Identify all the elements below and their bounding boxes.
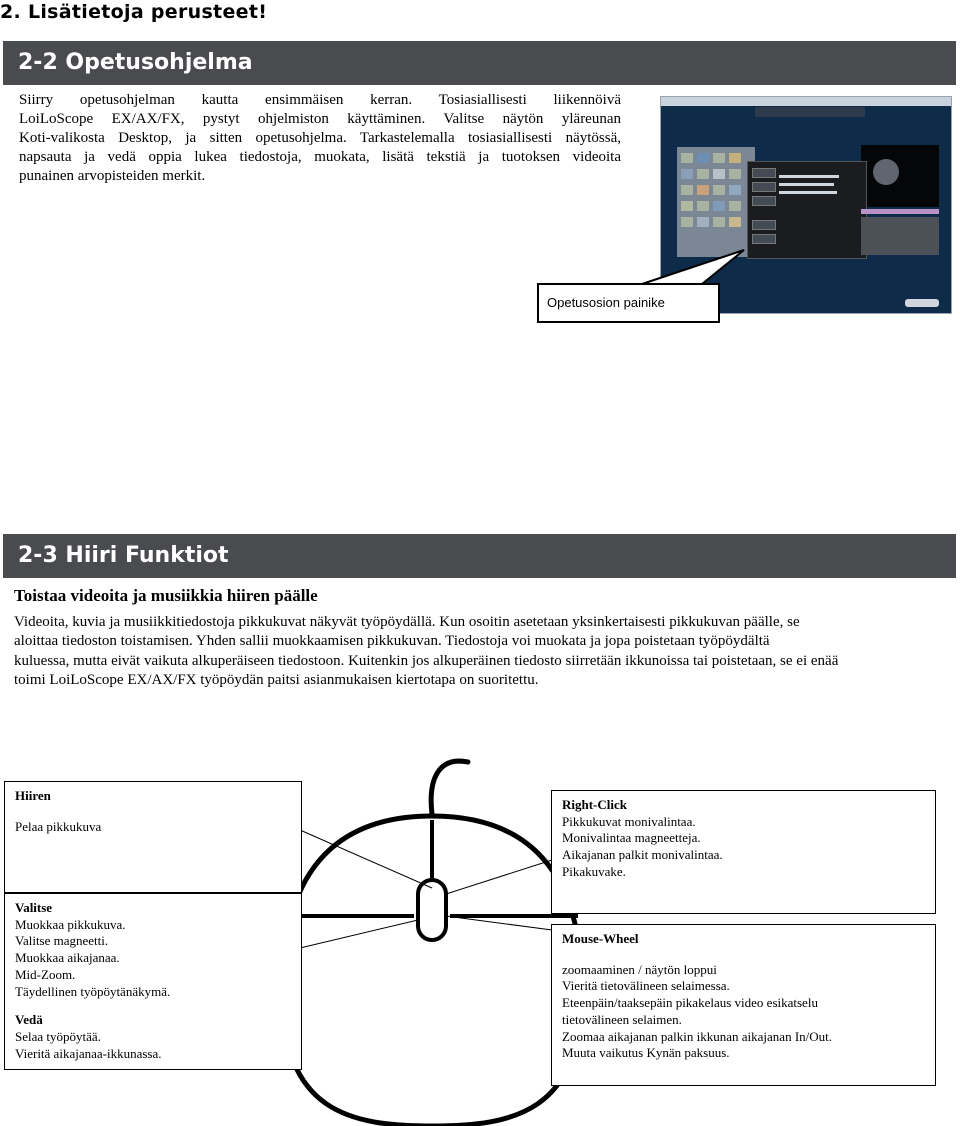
- select-item: Valitse magneetti.: [15, 933, 109, 949]
- mouse-wheel-item: Muuta vaikutus Kynän paksuus.: [562, 1045, 730, 1061]
- mouse-wheel-item: tietovälineen selaimen.: [562, 1011, 682, 1027]
- mouse-line: toimi LoiLoScope EX/AX/FX työpöydän paitsi asianmukaisen kiertotapa on suoritettu.: [14, 672, 539, 688]
- mouse-wheel-box: [551, 924, 936, 1086]
- tutorial-line: LoiLoScope EX/AX/FX, pystyt ohjelmiston käyttäminen. Valitse näytön yläreunan: [19, 111, 621, 127]
- section-title-mouse-functions: 2-3 Hiiri Funktiot: [3, 534, 956, 578]
- right-click-item: Pikkukuvat monivalintaa.: [562, 813, 696, 829]
- select-item: Mid-Zoom.: [15, 966, 76, 982]
- drag-title: Vedä: [15, 1012, 43, 1028]
- right-click-title: Right-Click: [562, 797, 627, 812]
- mouse-wheel-item: zoomaaminen / näytön loppui: [562, 961, 717, 977]
- mouse-wheel-title: Mouse-Wheel: [562, 931, 639, 946]
- tutorial-button-callout: Opetusosion painike: [537, 283, 720, 323]
- right-click-item: Pikakuvake.: [562, 863, 626, 879]
- page-heading: 2. Lisätietoja perusteet!: [0, 1, 268, 23]
- mouse-wheel-item: Vieritä tietovälineen selaimessa.: [562, 978, 730, 994]
- mouse-line: aloittaa tiedoston toistamisen. Yhden sallii muokkaamisen pikkukuvan. Tiedostoja voi muokata ja jopa poistetaan työpöydältä: [14, 633, 770, 649]
- section-title-tutorial: 2-2 Opetusohjelma: [3, 41, 956, 85]
- tutorial-line: punainen arvopisteiden merkit.: [19, 168, 206, 184]
- mouse-wheel-item: Zoomaa aikajanan palkin ikkunan aikajanan In/Out.: [562, 1028, 833, 1044]
- drag-item: Selaa työpöytää.: [15, 1028, 101, 1044]
- mouse-wheel-item: Eteenpäin/taaksepäin pikakelaus video esikatselu: [562, 995, 818, 1011]
- mouse-right-click-box: [551, 790, 936, 914]
- drag-item: Vieritä aikajanaa-ikkunassa.: [15, 1045, 162, 1061]
- toolbar-icons: [905, 299, 939, 307]
- select-item: Täydellinen työpöytänäkymä.: [15, 983, 171, 999]
- select-item: Muokkaa pikkukuva.: [15, 916, 126, 932]
- select-item: Muokkaa aikajanaa.: [15, 950, 120, 966]
- select-title: Valitse: [15, 900, 53, 915]
- mouse-line: kuluessa, mutta eivät vaikuta alkuperäiseen tiedostoon. Kuitenkin jos alkuperäinen tiedosto siirretään ikkunoissa tai poistetaan, se ei enää: [14, 653, 839, 669]
- hover-box-title: Hiiren: [15, 788, 51, 803]
- mouse-hover-box: [4, 781, 302, 893]
- tutorial-line: napsauta ja vedä oppia lukea tiedostoja, muokata, lisätä tekstiä ja tuotoksen videoita: [19, 149, 621, 165]
- mouse-line: Videoita, kuvia ja musiikkitiedostoja pikkukuvat näkyvät työpöydällä. Kun osoitin asetetaan yksinkertaisesti pikkukuvan päälle, se: [14, 614, 800, 630]
- tutorial-line: Koti-valikosta Desktop, ja sitten opetusohjelma. Tarkastelemalla tosiasiallisesti näytössä,: [19, 130, 621, 146]
- right-click-item: Aikajanan palkit monivalintaa.: [562, 847, 723, 863]
- mouse-left-click-box: [4, 893, 302, 1070]
- mouse-wheel-shape: [418, 880, 446, 940]
- right-click-item: Monivalintaa magneetteja.: [562, 830, 701, 846]
- hover-box-text: Pelaa pikkukuva: [15, 818, 102, 834]
- mouse-cord: [431, 761, 468, 814]
- mouse-hover-subheading: Toistaa videoita ja musiikkia hiiren päälle: [14, 586, 318, 605]
- tutorial-line: Siirry opetusohjelman kautta ensimmäisen kerran. Tosiasiallisesti liikennöivä: [19, 92, 621, 108]
